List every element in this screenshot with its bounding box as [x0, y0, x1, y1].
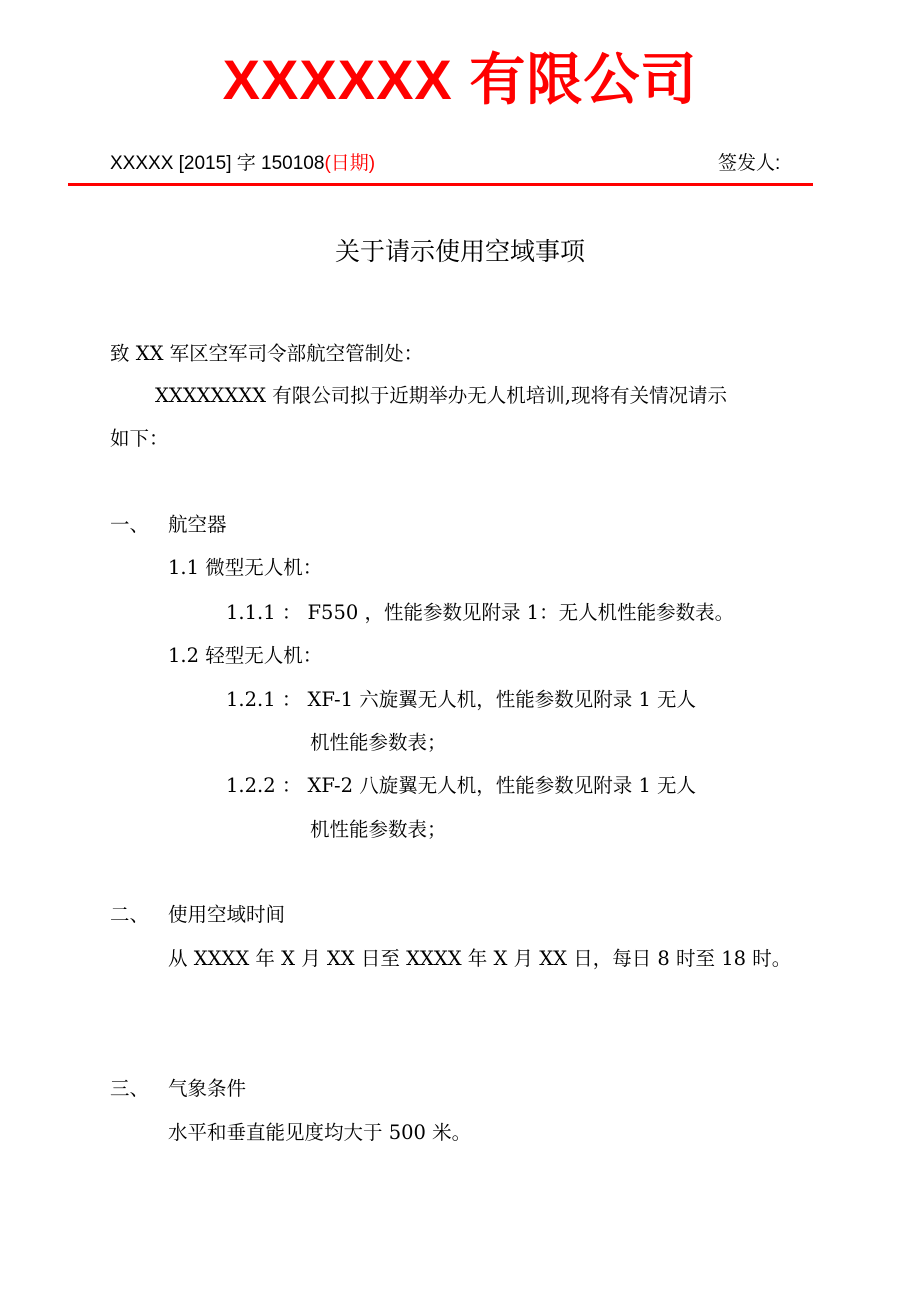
section-2-text: 从 XXXX 年 X 月 XX 日至 XXXX 年 X 月 XX 日，每日 8 时至 18 时。	[168, 947, 792, 970]
section-3-text: 水平和垂直能见度均大于 500 米。	[168, 1121, 472, 1144]
header-red-rule	[68, 183, 813, 186]
section-2-heading: 使用空域时间	[168, 903, 286, 926]
document-date: (日期)	[324, 153, 376, 174]
item-1-1-1: 1.1.1 ： F550 ，性能参数见附录 1：无人机性能参数表。	[226, 601, 735, 624]
section-3-heading: 气象条件	[168, 1077, 247, 1100]
subsection-1-2: 1.2 轻型无人机：	[168, 644, 323, 667]
company-name: XXXXXX 有限公司	[222, 48, 698, 111]
subsection-1-1: 1.1 微型无人机：	[168, 556, 323, 579]
salutation: 致 XX 军区空军司令部航空管制处：	[110, 342, 424, 365]
item-1-2-1-line-1: 1.2.1 ： XF-1 六旋翼无人机，性能参数见附录 1 无人	[226, 688, 697, 711]
signer-label: 签发人:	[718, 153, 781, 174]
item-1-2-2-line-1: 1.2.2 ： XF-2 八旋翼无人机，性能参数见附录 1 无人	[226, 774, 697, 797]
section-2-number: 二、	[110, 903, 150, 926]
section-3-number: 三、	[110, 1077, 150, 1100]
section-1-number: 一、	[110, 513, 150, 536]
document-number	[110, 150, 375, 178]
document-title: 关于请示使用空域事项	[334, 237, 585, 266]
item-1-2-2-line-2: 机性能参数表；	[310, 818, 447, 841]
intro-line-2: 如下：	[110, 427, 169, 450]
document-number-text: XXXXX [2015] 字 150108	[110, 153, 325, 174]
item-1-2-1-line-2: 机性能参数表；	[310, 731, 447, 754]
section-1-heading: 航空器	[168, 513, 227, 536]
intro-line-1: XXXXXXXX 有限公司拟于近期举办无人机培训,现将有关情况请示	[155, 384, 727, 407]
